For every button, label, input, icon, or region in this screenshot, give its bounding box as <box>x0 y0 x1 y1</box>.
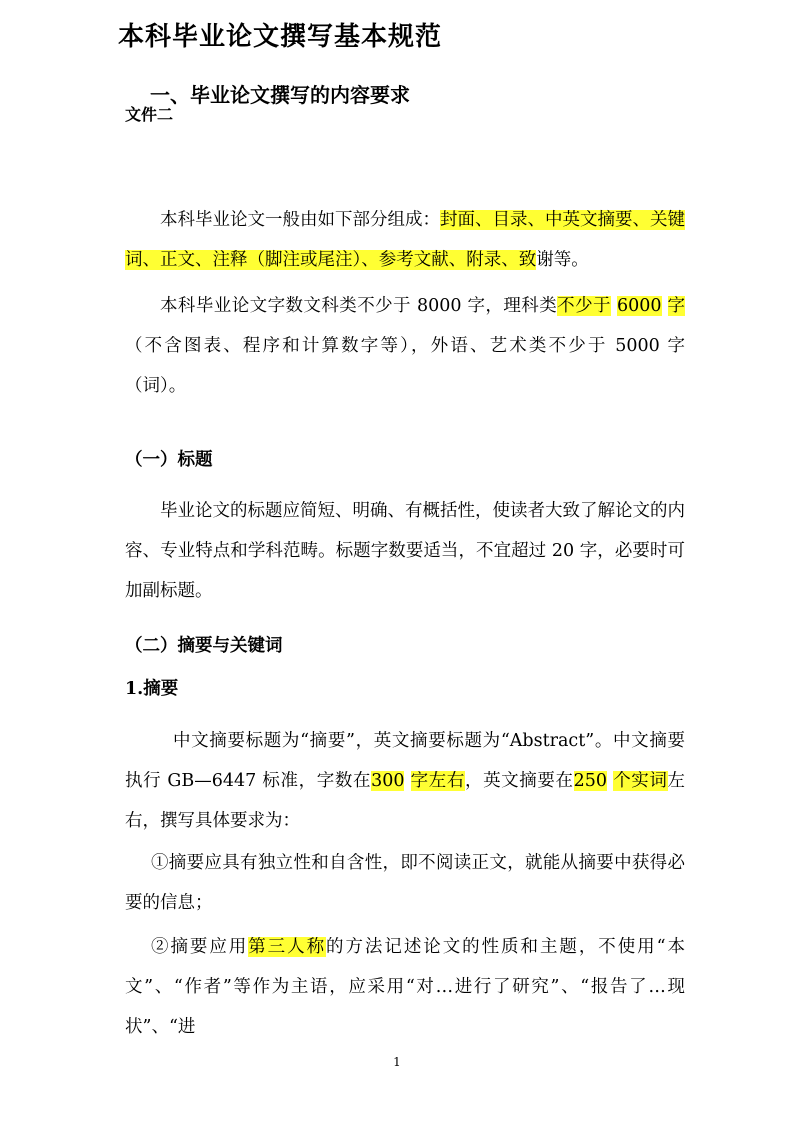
document-title: 本科毕业论文撰写基本规范 <box>117 22 442 53</box>
highlight-third-person: 第三人称 <box>248 937 327 957</box>
list2-text-a: ②摘要应用 <box>151 937 249 957</box>
intro-p1-tail: 谢等。 <box>536 250 589 270</box>
highlight-components-list: 封面、目录、中英文摘要、关键词、正文、注释（脚注或尾注）、参考文献、附录、致 <box>125 210 685 270</box>
subheading-title: （一）标题 <box>125 450 213 470</box>
abstract-space-1 <box>404 771 410 791</box>
paragraph-title-rules: 毕业论文的标题应简短、明确、有概括性，使读者大致了解论文的内容、专业特点和学科范畴。标题字数要适当，不宜超过 20 字，必要时可加副标题。 <box>125 501 685 601</box>
highlight-content-words: 个实词 <box>613 771 668 791</box>
subheading-abstract-keywords: （二）摘要与关键词 <box>125 636 283 656</box>
highlight-about-chars: 字左右 <box>410 771 465 791</box>
intro-paragraph-word-count <box>125 286 685 406</box>
highlight-6000: 6000 <box>616 296 662 316</box>
intro-p1-text: 本科毕业论文一般由如下部分组成： <box>160 210 440 230</box>
section-heading-content-requirements: 一、毕业论文撰写的内容要求 <box>150 82 410 107</box>
item-heading-abstract: 1.摘要 <box>125 679 179 699</box>
paragraph-abstract-requirements <box>125 721 685 841</box>
list2-text-b: 的方法记述论文的性质和主题，不使用“本文”、“作者”等作为主语，应采用“对…进行了研究”、“报告了…现状”、“进 <box>125 937 686 1037</box>
page-number: 1 <box>393 1055 401 1069</box>
abstract-text-b: ，英文摘要在 <box>464 771 574 791</box>
abstract-text-a: 中文摘要标题为“摘要”，英文摘要标题为“Abstract”。中文摘要执行 GB—6447 标准，字数在 <box>125 731 685 791</box>
abstract-text-c: 左右，撰写具体要求为： <box>125 771 686 831</box>
intro-p2-space-2 <box>662 296 668 316</box>
document-label: 文件二 <box>125 105 174 124</box>
highlight-not-less-than: 不少于 <box>557 296 611 316</box>
list-item-third-person <box>125 927 685 1047</box>
intro-p2-tail: （不含图表、程序和计算数字等），外语、艺术类不少于 5000 字（词）。 <box>125 336 685 396</box>
list-item-independence: ①摘要应具有独立性和自含性，即不阅读正文，就能从摘要中获得必要的信息； <box>125 853 685 913</box>
highlight-300: 300 <box>371 771 405 791</box>
intro-p2-text: 本科毕业论文字数文科类不少于 8000 字，理科类 <box>160 296 558 316</box>
highlight-250: 250 <box>573 771 608 791</box>
intro-paragraph-components <box>125 200 685 280</box>
highlight-zi: 字 <box>667 296 685 316</box>
